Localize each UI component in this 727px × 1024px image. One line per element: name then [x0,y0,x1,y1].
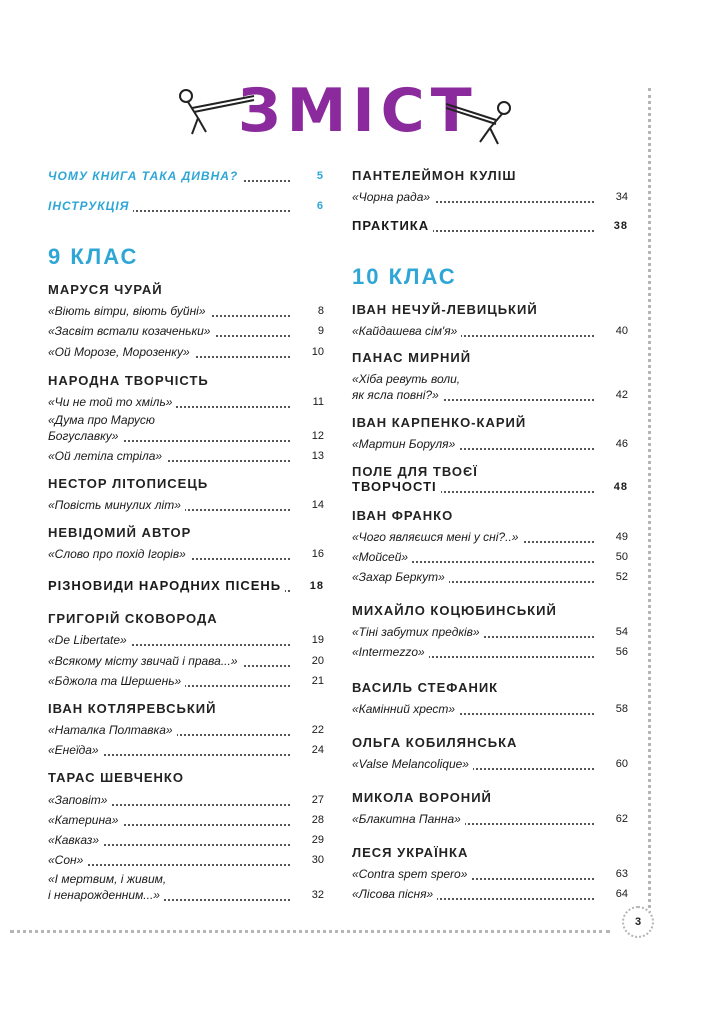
toc-item[interactable]: «Енеїда» 24 [48,743,324,757]
author-heading: ІВАН НЕЧУЙ-ЛЕВИЦЬКИЙ [352,302,538,317]
class-9-heading: 9 КЛАС [48,244,139,269]
author-heading: МИКОЛА ВОРОНИЙ [352,790,492,805]
stick-figure-right-icon [446,98,516,146]
toc-intro-item[interactable]: ІНСТРУКЦІЯ 6 [48,199,324,213]
author-heading: ГРИГОРІЙ СКОВОРОДА [48,611,218,626]
class-10-heading: 10 КЛАС [352,264,457,289]
horizontal-dotted-border [10,930,610,933]
toc-item[interactable]: «Засвіт встали козаченьки» 9 [48,324,324,338]
toc-item[interactable]: «Захар Беркут» 52 [352,570,628,584]
toc-item[interactable]: «Кавказ» 29 [48,833,324,847]
toc-item[interactable]: «Блакитна Панна» 62 [352,812,628,826]
toc-item[interactable]: «Чого являєшся мені у сні?..» 49 [352,530,628,544]
toc-item-line1: «Дума про Марусю [48,413,155,427]
author-heading: ІВАН КАРПЕНКО-КАРИЙ [352,415,527,430]
toc-item[interactable]: «Ой Морозе, Морозенку» 10 [48,345,324,359]
toc-item[interactable]: «Мойсей» 50 [352,550,628,564]
toc-item[interactable]: «Чорна рада» 34 [352,190,628,204]
toc-item[interactable]: як ясла повні?» 42 [352,388,628,402]
toc-item[interactable]: «Ой летіла стріла» 13 [48,449,324,463]
author-heading: НЕВІДОМИЙ АВТОР [48,525,192,540]
author-heading: НАРОДНА ТВОРЧІСТЬ [48,373,209,388]
author-heading: ІВАН ФРАНКО [352,508,454,523]
toc-item[interactable]: «Contra spem spero» 63 [352,867,628,881]
toc-item[interactable]: «Лісова пісня» 64 [352,887,628,901]
toc-item[interactable]: «Сон» 30 [48,853,324,867]
toc-item-line1: «І мертвим, і живим, [48,872,167,886]
author-heading: НЕСТОР ЛІТОПИСЕЦЬ [48,476,209,491]
author-heading: ВАСИЛЬ СТЕФАНИК [352,680,499,695]
toc-item[interactable]: і ненарожденним...» 32 [48,888,324,902]
toc-item[interactable]: Богуславку» 12 [48,429,324,443]
toc-item[interactable]: «Бджола та Шершень» 21 [48,674,324,688]
toc-section-item[interactable]: ПРАКТИКА 38 [352,218,628,233]
toc-item[interactable]: «Слово про похід Ігорів» 16 [48,547,324,561]
author-heading: МИХАЙЛО КОЦЮБИНСЬКИЙ [352,603,557,618]
toc-item[interactable]: «Чи не той то хміль» 11 [48,395,324,409]
author-heading: МАРУСЯ ЧУРАЙ [48,282,163,297]
author-heading: ЛЕСЯ УКРАЇНКА [352,845,469,860]
toc-item[interactable]: «Мартин Боруля» 46 [352,437,628,451]
toc-item[interactable]: «Кайдашева сім'я» 40 [352,324,628,338]
toc-item[interactable]: «Катерина» 28 [48,813,324,827]
toc-intro-item[interactable]: ЧОМУ КНИГА ТАКА ДИВНА? 5 [48,169,324,183]
toc-item[interactable]: «Тіні забутих предків» 54 [352,625,628,639]
page-title: ЗМІСТ [238,76,478,146]
toc-section-item[interactable]: ТВОРЧОСТІ 48 [352,479,628,494]
author-heading: ІВАН КОТЛЯРЕВСЬКИЙ [48,701,217,716]
toc-item[interactable]: «Intermezzo» 56 [352,645,628,659]
vertical-dotted-border [648,88,651,920]
author-heading: ПАНАС МИРНИЙ [352,350,472,365]
page-number: 3 [622,906,654,938]
toc-item[interactable]: «Наталка Полтавка» 22 [48,723,324,737]
toc-item[interactable]: «Valse Melancolique» 60 [352,757,628,771]
toc-item[interactable]: «Всякому місту звичай і права...» 20 [48,654,324,668]
toc-item[interactable]: «Повість минулих літ» 14 [48,498,324,512]
toc-section-item[interactable]: РІЗНОВИДИ НАРОДНИХ ПІСЕНЬ 18 [48,578,324,593]
author-heading: ТАРАС ШЕВЧЕНКО [48,770,184,785]
toc-section-line1: ПОЛЕ ДЛЯ ТВОЄЇ [352,464,478,479]
toc-item[interactable]: «Віють вітри, віють буйні» 8 [48,304,324,318]
author-heading: ПАНТЕЛЕЙМОН КУЛІШ [352,168,517,183]
toc-item[interactable]: «De Libertate» 19 [48,633,324,647]
toc-item[interactable]: «Заповіт» 27 [48,793,324,807]
toc-item[interactable]: «Камінний хрест» 58 [352,702,628,716]
author-heading: ОЛЬГА КОБИЛЯНСЬКА [352,735,518,750]
toc-item-line1: «Хіба ревуть воли, [352,372,461,386]
